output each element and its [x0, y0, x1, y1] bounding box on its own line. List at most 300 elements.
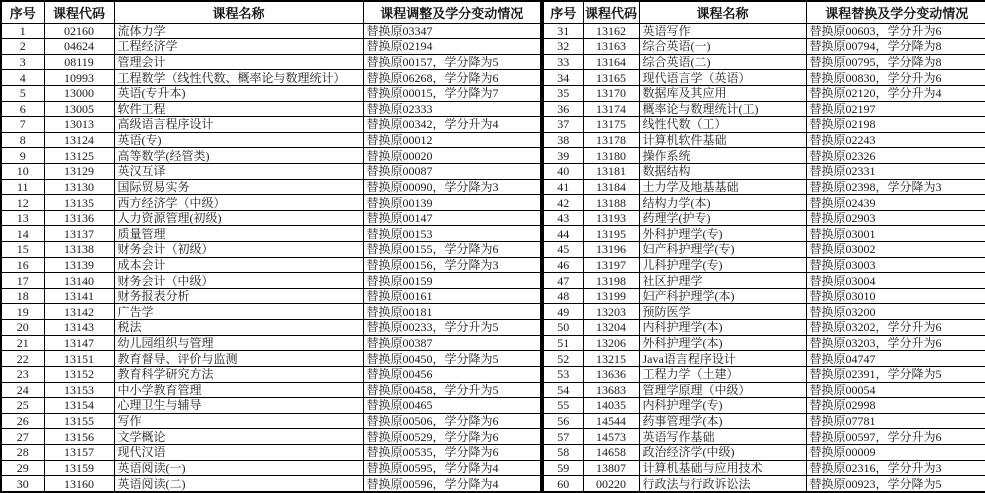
course-table-right-header — [543, 1, 985, 23]
change-info-cell: 替换原02243 — [806, 132, 985, 148]
course-name-cell: 英语阅读(一) — [114, 460, 363, 476]
change-info-cell: 替换原00161 — [363, 288, 541, 304]
course-name-cell: 教育督导、评价与监测 — [114, 351, 363, 367]
table-row — [543, 320, 985, 336]
change-info-cell: 替换原03203，学分升为6 — [806, 335, 985, 351]
course-table-left-body — [1, 23, 541, 492]
course-table-right — [542, 0, 985, 493]
course-name-cell: 现代语言学（英语） — [639, 70, 806, 86]
course-name-cell: 英语写作 — [639, 23, 806, 39]
course-code-cell: 13162 — [583, 23, 639, 39]
change-info-cell: 替换原00596，学分降为4 — [363, 476, 541, 492]
seq-cell: 36 — [543, 101, 583, 117]
change-info-cell: 替换原00090，学分降为3 — [363, 179, 541, 195]
change-info-cell: 替换原02194 — [363, 39, 541, 55]
change-info-cell: 替换原02903 — [806, 210, 985, 226]
seq-cell: 1 — [1, 23, 44, 39]
seq-cell: 40 — [543, 163, 583, 179]
course-name-cell: 外科护理学(本) — [639, 335, 806, 351]
table-row — [1, 39, 541, 55]
change-info-cell: 替换原00595，学分降为4 — [363, 460, 541, 476]
table-row — [1, 288, 541, 304]
course-name-cell: 高级语言程序设计 — [114, 117, 363, 133]
table-row — [1, 257, 541, 273]
change-info-cell: 替换原00015，学分降为7 — [363, 85, 541, 101]
table-row — [1, 366, 541, 382]
course-code-cell: 13215 — [583, 351, 639, 367]
seq-cell: 26 — [1, 413, 44, 429]
course-name-cell: 流体力学 — [114, 23, 363, 39]
course-name-cell: Java语言程序设计 — [639, 351, 806, 367]
course-name-cell: 教育科学研究方法 — [114, 366, 363, 382]
change-info-cell: 替换原02439 — [806, 195, 985, 211]
course-name-cell: 政治经济学(中级) — [639, 444, 806, 460]
change-info-cell: 替换原07781 — [806, 413, 985, 429]
seq-cell: 19 — [1, 304, 44, 320]
seq-cell: 18 — [1, 288, 44, 304]
table-row — [543, 23, 985, 39]
table-row — [543, 429, 985, 445]
course-code-cell: 13165 — [583, 70, 639, 86]
table-row — [1, 351, 541, 367]
course-name-cell: 行政法与行政诉讼法 — [639, 476, 806, 492]
seq-cell: 44 — [543, 226, 583, 242]
table-row — [543, 476, 985, 492]
course-name-cell: 综合英语(一) — [639, 39, 806, 55]
course-code-cell: 13135 — [44, 195, 114, 211]
course-name-cell: 成本会计 — [114, 257, 363, 273]
table-row — [1, 195, 541, 211]
change-info-cell: 替换原00458，学分升为5 — [363, 382, 541, 398]
table-row — [543, 179, 985, 195]
seq-cell: 32 — [543, 39, 583, 55]
seq-cell: 17 — [1, 273, 44, 289]
course-name-cell: 广告学 — [114, 304, 363, 320]
header-change-info: 课程调整及学分变动情况 — [363, 1, 541, 23]
change-info-cell: 替换原02198 — [806, 117, 985, 133]
course-name-cell: 妇产科护理学(本) — [639, 288, 806, 304]
table-row — [1, 226, 541, 242]
change-info-cell: 替换原00155，学分降为6 — [363, 242, 541, 258]
course-name-cell: 计算机基础与应用技术 — [639, 460, 806, 476]
seq-cell: 10 — [1, 163, 44, 179]
table-row — [543, 148, 985, 164]
change-info-cell: 替换原00233，学分升为5 — [363, 320, 541, 336]
table-row — [543, 460, 985, 476]
change-info-cell: 替换原00157，学分降为5 — [363, 54, 541, 70]
course-name-cell: 财务会计（初级） — [114, 242, 363, 258]
header-seq: 序号 — [1, 1, 44, 23]
seq-cell: 25 — [1, 398, 44, 414]
course-code-cell: 13000 — [44, 85, 114, 101]
course-code-cell: 13181 — [583, 163, 639, 179]
course-code-cell: 13155 — [44, 413, 114, 429]
table-row — [543, 351, 985, 367]
course-name-cell: 写作 — [114, 413, 363, 429]
seq-cell: 37 — [543, 117, 583, 133]
course-code-cell: 14573 — [583, 429, 639, 445]
change-info-cell: 替换原00156，学分降为3 — [363, 257, 541, 273]
course-name-cell: 西方经济学（中级） — [114, 195, 363, 211]
course-code-cell: 13160 — [44, 476, 114, 492]
course-name-cell: 幼儿园组织与管理 — [114, 335, 363, 351]
header-course-code: 课程代码 — [583, 1, 639, 23]
seq-cell: 8 — [1, 132, 44, 148]
table-row — [1, 117, 541, 133]
seq-cell: 3 — [1, 54, 44, 70]
change-info-cell: 替换原00603，学分升为6 — [806, 23, 985, 39]
course-code-cell: 13174 — [583, 101, 639, 117]
table-row — [543, 210, 985, 226]
table-row — [543, 304, 985, 320]
course-code-cell: 13163 — [583, 39, 639, 55]
course-code-cell: 04624 — [44, 39, 114, 55]
course-name-cell: 英语阅读(二) — [114, 476, 363, 492]
course-code-cell: 13153 — [44, 382, 114, 398]
seq-cell: 33 — [543, 54, 583, 70]
course-code-cell: 13124 — [44, 132, 114, 148]
course-name-cell: 文学概论 — [114, 429, 363, 445]
header-course-name: 课程名称 — [114, 1, 363, 23]
seq-cell: 20 — [1, 320, 44, 336]
table-row — [1, 335, 541, 351]
course-name-cell: 数据库及其应用 — [639, 85, 806, 101]
change-info-cell: 替换原02333 — [363, 101, 541, 117]
table-row — [543, 288, 985, 304]
course-name-cell: 内科护理学(本) — [639, 320, 806, 336]
course-code-cell: 13175 — [583, 117, 639, 133]
change-info-cell: 替换原00923，学分降为5 — [806, 476, 985, 492]
seq-cell: 50 — [543, 320, 583, 336]
course-name-cell: 高等数学(经管类) — [114, 148, 363, 164]
course-name-cell: 药理学(护专) — [639, 210, 806, 226]
seq-cell: 54 — [543, 382, 583, 398]
change-info-cell: 替换原00456 — [363, 366, 541, 382]
seq-cell: 13 — [1, 210, 44, 226]
course-code-cell: 13195 — [583, 226, 639, 242]
course-code-cell: 13151 — [44, 351, 114, 367]
table-row — [543, 257, 985, 273]
seq-cell: 31 — [543, 23, 583, 39]
table-row — [1, 429, 541, 445]
course-name-cell: 人力资源管理(初级) — [114, 210, 363, 226]
change-info-cell: 替换原03202，学分升为6 — [806, 320, 985, 336]
course-name-cell: 税法 — [114, 320, 363, 336]
course-code-cell: 13807 — [583, 460, 639, 476]
course-name-cell: 管理会计 — [114, 54, 363, 70]
table-row — [543, 195, 985, 211]
table-row — [543, 101, 985, 117]
seq-cell: 4 — [1, 70, 44, 86]
course-code-cell: 13139 — [44, 257, 114, 273]
seq-cell: 11 — [1, 179, 44, 195]
table-row — [543, 163, 985, 179]
change-info-cell: 替换原00830，学分升为6 — [806, 70, 985, 86]
seq-cell: 9 — [1, 148, 44, 164]
course-code-cell: 13125 — [44, 148, 114, 164]
course-name-cell: 计算机软件基础 — [639, 132, 806, 148]
seq-cell: 34 — [543, 70, 583, 86]
course-name-cell: 英语(专升本) — [114, 85, 363, 101]
change-info-cell: 替换原06268，学分降为6 — [363, 70, 541, 86]
course-code-cell: 13203 — [583, 304, 639, 320]
change-info-cell: 替换原02398，学分降为3 — [806, 179, 985, 195]
table-row — [543, 85, 985, 101]
course-name-cell: 内科护理学(专) — [639, 398, 806, 414]
course-code-cell: 13188 — [583, 195, 639, 211]
table-row — [1, 460, 541, 476]
change-info-cell: 替换原00597，学分升为6 — [806, 429, 985, 445]
seq-cell: 57 — [543, 429, 583, 445]
course-name-cell: 操作系统 — [639, 148, 806, 164]
course-code-cell: 13184 — [583, 179, 639, 195]
seq-cell: 16 — [1, 257, 44, 273]
table-row — [1, 101, 541, 117]
seq-cell: 49 — [543, 304, 583, 320]
seq-cell: 48 — [543, 288, 583, 304]
seq-cell: 30 — [1, 476, 44, 492]
change-info-cell: 替换原00795，学分降为8 — [806, 54, 985, 70]
change-info-cell: 替换原00465 — [363, 398, 541, 414]
seq-cell: 15 — [1, 242, 44, 258]
seq-cell: 38 — [543, 132, 583, 148]
header-course-code: 课程代码 — [44, 1, 114, 23]
course-name-cell: 现代汉语 — [114, 444, 363, 460]
course-code-cell: 13164 — [583, 54, 639, 70]
change-info-cell: 替换原00012 — [363, 132, 541, 148]
table-row — [1, 179, 541, 195]
course-code-cell: 13005 — [44, 101, 114, 117]
course-code-cell: 08119 — [44, 54, 114, 70]
change-info-cell: 替换原03003 — [806, 257, 985, 273]
course-name-cell: 数据结构 — [639, 163, 806, 179]
course-code-cell: 13199 — [583, 288, 639, 304]
course-code-cell: 00220 — [583, 476, 639, 492]
course-code-cell: 13180 — [583, 148, 639, 164]
seq-cell: 59 — [543, 460, 583, 476]
header-row — [1, 1, 541, 23]
seq-cell: 5 — [1, 85, 44, 101]
table-row — [1, 413, 541, 429]
change-info-cell: 替换原03002 — [806, 242, 985, 258]
course-name-cell: 国际贸易实务 — [114, 179, 363, 195]
course-name-cell: 综合英语(二) — [639, 54, 806, 70]
seq-cell: 39 — [543, 148, 583, 164]
table-row — [1, 148, 541, 164]
seq-cell: 42 — [543, 195, 583, 211]
change-info-cell: 替换原00535，学分降为6 — [363, 444, 541, 460]
seq-cell: 35 — [543, 85, 583, 101]
change-info-cell: 替换原00342，学分升为4 — [363, 117, 541, 133]
table-row — [1, 320, 541, 336]
seq-cell: 21 — [1, 335, 44, 351]
table-row — [1, 54, 541, 70]
course-code-cell: 13140 — [44, 273, 114, 289]
change-info-cell: 替换原02326 — [806, 148, 985, 164]
course-code-cell: 13156 — [44, 429, 114, 445]
change-info-cell: 替换原02197 — [806, 101, 985, 117]
course-table-left-header — [1, 1, 541, 23]
table-row — [543, 39, 985, 55]
course-name-cell: 英语(专) — [114, 132, 363, 148]
course-code-cell: 13130 — [44, 179, 114, 195]
course-code-cell: 13152 — [44, 366, 114, 382]
seq-cell: 28 — [1, 444, 44, 460]
course-code-cell: 13206 — [583, 335, 639, 351]
change-info-cell: 替换原02998 — [806, 398, 985, 414]
seq-cell: 29 — [1, 460, 44, 476]
table-row — [1, 398, 541, 414]
table-row — [1, 242, 541, 258]
course-code-cell: 13178 — [583, 132, 639, 148]
seq-cell: 24 — [1, 382, 44, 398]
header-row — [543, 1, 985, 23]
course-code-cell: 13138 — [44, 242, 114, 258]
seq-cell: 46 — [543, 257, 583, 273]
course-name-cell: 概率论与数理统计(工) — [639, 101, 806, 117]
course-name-cell: 工程力学（土建） — [639, 366, 806, 382]
change-info-cell: 替换原00153 — [363, 226, 541, 242]
course-name-cell: 软件工程 — [114, 101, 363, 117]
seq-cell: 51 — [543, 335, 583, 351]
change-info-cell: 替换原00506，学分降为6 — [363, 413, 541, 429]
table-row — [543, 242, 985, 258]
change-info-cell: 替换原00387 — [363, 335, 541, 351]
change-info-cell: 替换原00020 — [363, 148, 541, 164]
change-info-cell: 替换原00159 — [363, 273, 541, 289]
course-code-cell: 13159 — [44, 460, 114, 476]
change-info-cell: 替换原00009 — [806, 444, 985, 460]
table-row — [543, 273, 985, 289]
table-row — [1, 304, 541, 320]
table-row — [1, 70, 541, 86]
course-code-cell: 13137 — [44, 226, 114, 242]
course-code-cell: 13683 — [583, 382, 639, 398]
course-name-cell: 土力学及地基基础 — [639, 179, 806, 195]
course-code-cell: 13197 — [583, 257, 639, 273]
header-course-name: 课程名称 — [639, 1, 806, 23]
seq-cell: 45 — [543, 242, 583, 258]
header-seq: 序号 — [543, 1, 583, 23]
change-info-cell: 替换原03001 — [806, 226, 985, 242]
course-name-cell: 管理学原理（中级） — [639, 382, 806, 398]
course-code-cell: 14658 — [583, 444, 639, 460]
seq-cell: 12 — [1, 195, 44, 211]
course-name-cell: 结构力学(本) — [639, 195, 806, 211]
table-row — [1, 163, 541, 179]
seq-cell: 55 — [543, 398, 583, 414]
seq-cell: 43 — [543, 210, 583, 226]
seq-cell: 58 — [543, 444, 583, 460]
course-code-cell: 13142 — [44, 304, 114, 320]
course-name-cell: 工程经济学 — [114, 39, 363, 55]
seq-cell: 53 — [543, 366, 583, 382]
course-code-cell: 13170 — [583, 85, 639, 101]
table-row — [543, 413, 985, 429]
header-change-info: 课程替换及学分变动情况 — [806, 1, 985, 23]
course-code-cell: 13136 — [44, 210, 114, 226]
table-row — [543, 132, 985, 148]
table-row — [543, 226, 985, 242]
course-name-cell: 财务报表分析 — [114, 288, 363, 304]
table-row — [1, 210, 541, 226]
change-info-cell: 替换原00087 — [363, 163, 541, 179]
course-code-cell: 13147 — [44, 335, 114, 351]
change-info-cell: 替换原03004 — [806, 273, 985, 289]
course-name-cell: 儿科护理学(专) — [639, 257, 806, 273]
change-info-cell: 替换原03200 — [806, 304, 985, 320]
course-name-cell: 药事管理学(本) — [639, 413, 806, 429]
course-name-cell: 心理卫生与辅导 — [114, 398, 363, 414]
course-code-cell: 14035 — [583, 398, 639, 414]
seq-cell: 27 — [1, 429, 44, 445]
change-info-cell: 替换原00529，学分降为6 — [363, 429, 541, 445]
change-info-cell: 替换原00181 — [363, 304, 541, 320]
change-info-cell: 替换原00147 — [363, 210, 541, 226]
course-name-cell: 英语写作基础 — [639, 429, 806, 445]
course-code-cell: 13013 — [44, 117, 114, 133]
course-code-cell: 13157 — [44, 444, 114, 460]
course-name-cell: 外科护理学(专) — [639, 226, 806, 242]
table-row — [543, 335, 985, 351]
course-name-cell: 社区护理学 — [639, 273, 806, 289]
table-row — [1, 273, 541, 289]
course-code-cell: 13129 — [44, 163, 114, 179]
change-info-cell: 替换原04747 — [806, 351, 985, 367]
course-code-cell: 13198 — [583, 273, 639, 289]
table-row — [1, 85, 541, 101]
change-info-cell: 替换原03347 — [363, 23, 541, 39]
seq-cell: 7 — [1, 117, 44, 133]
change-info-cell: 替换原02391，学分降为5 — [806, 366, 985, 382]
course-code-cell: 10993 — [44, 70, 114, 86]
change-info-cell: 替换原03010 — [806, 288, 985, 304]
change-info-cell: 替换原00054 — [806, 382, 985, 398]
seq-cell: 14 — [1, 226, 44, 242]
course-code-cell: 13196 — [583, 242, 639, 258]
seq-cell: 2 — [1, 39, 44, 55]
table-row — [1, 476, 541, 492]
table-row — [1, 23, 541, 39]
change-info-cell: 替换原02316，学分升为3 — [806, 460, 985, 476]
table-row — [543, 117, 985, 133]
seq-cell: 41 — [543, 179, 583, 195]
change-info-cell: 替换原00139 — [363, 195, 541, 211]
table-row — [543, 366, 985, 382]
seq-cell: 52 — [543, 351, 583, 367]
change-info-cell: 替换原02331 — [806, 163, 985, 179]
course-code-cell: 13204 — [583, 320, 639, 336]
course-name-cell: 英汉互译 — [114, 163, 363, 179]
course-name-cell: 中小学教育管理 — [114, 382, 363, 398]
course-code-cell: 13141 — [44, 288, 114, 304]
table-row — [1, 132, 541, 148]
course-code-cell: 14544 — [583, 413, 639, 429]
change-info-cell: 替换原00450，学分降为5 — [363, 351, 541, 367]
course-code-cell: 13193 — [583, 210, 639, 226]
course-code-cell: 13636 — [583, 366, 639, 382]
table-row — [1, 444, 541, 460]
seq-cell: 22 — [1, 351, 44, 367]
course-code-cell: 02160 — [44, 23, 114, 39]
table-row — [543, 382, 985, 398]
table-row — [543, 54, 985, 70]
course-name-cell: 线性代数（工） — [639, 117, 806, 133]
seq-cell: 23 — [1, 366, 44, 382]
seq-cell: 56 — [543, 413, 583, 429]
table-row — [543, 444, 985, 460]
seq-cell: 60 — [543, 476, 583, 492]
